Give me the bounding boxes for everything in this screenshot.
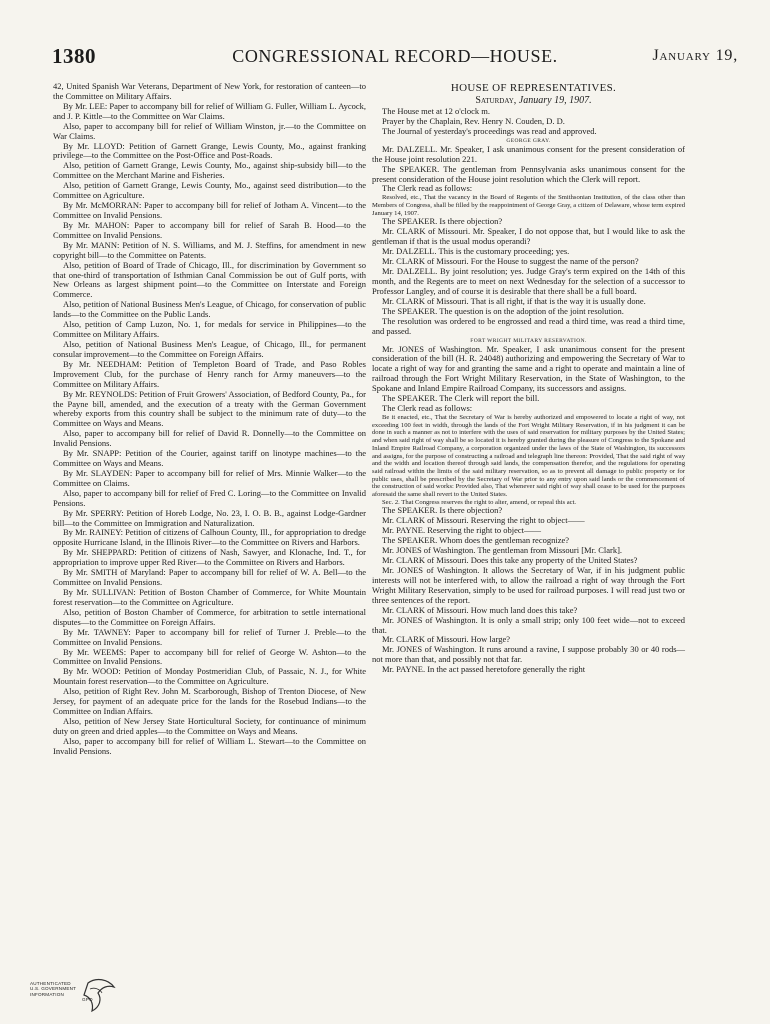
petition-entry: Also, paper to accompany bill for relief of Fred C. Loring—to the Committee on Invalid Pensions. <box>53 487 366 508</box>
petition-entry: Also, paper to accompany bill for relief of William Winston, jr.—to the Committee on War Claims. <box>53 120 366 141</box>
rb-paragraph: Mr. DALZELL. Mr. Speaker, I ask unanimous consent for the present consideration of the House joint resolution 221. <box>372 143 685 164</box>
petition-entry: By Mr. WEEMS: Paper to accompany bill for relief of George W. Ashton—to the Committee on Invalid Pensions. <box>53 646 366 667</box>
petition-entry: Also, paper to accompany bill for relief of David R. Donnelly—to the Committee on Invalid Pensions. <box>53 428 366 449</box>
petition-entry: By Mr. SHEPPARD: Petition of citizens of Nash, Sawyer, and Klonache, Ind. T., for appropriation to improve upper Red River—to the Committee on Rivers and Harbors. <box>53 547 366 568</box>
fort-wright-paragraphs-2 <box>372 506 685 675</box>
running-title: CONGRESSIONAL RECORD—HOUSE. <box>232 46 558 66</box>
petition-entry: Also, petition of National Business Men's League, of Chicago, Ill., for permanent consular improvement—to the Committee on Foreign Affairs. <box>53 338 366 359</box>
re-paragraph: Mr. CLARK of Missouri. Does this take any property of the United States? <box>382 555 638 566</box>
subhead-fort-wright: FORT WRIGHT MILITARY RESERVATION. <box>470 337 587 344</box>
rd-paragraph: Mr. JONES of Washington. Mr. Speaker, I ask unanimous consent for the present consideration of the bill (H. R. 24048) authorizing and empowering the Secretary of War to locate a right of way for and granting the same and a right to operate and maintain a line of railroad through the Fort Wright Military Reservation, in the State of Washington, to the Spokane and Inland Empire Railroad Company, its successors and assigns. <box>372 343 685 394</box>
petition-entry: Also, paper to accompany bill for relief of William L. Stewart—to the Committee on Invalid Pensions. <box>53 735 366 756</box>
gpo-seal-text <box>30 981 93 1003</box>
re-paragraph: Mr. PAYNE. Reserving the right to object—— <box>382 525 541 536</box>
rc-paragraph: Mr. CLARK of Missouri. For the House to suggest the name of the person? <box>382 256 639 267</box>
petition-entry: By Mr. RAINEY: Petition of citizens of Calhoun County, Ill., for appropriation to dredge opposite Hurricane Island, in the Illinois River—to the Committee on Rivers and Harbors. <box>53 527 366 548</box>
re-paragraph: The SPEAKER. Whom does the gentleman recognize? <box>382 535 570 546</box>
rd-paragraph: The SPEAKER. The Clerk will report the bill. <box>382 393 540 404</box>
house-heading: HOUSE OF REPRESENTATIVES. <box>450 82 617 94</box>
petition-entry: By Mr. LEE: Paper to accompany bill for relief of William G. Fuller, William L. Aycock, and J. P. Kittle—to the Committee on War Claims. <box>53 100 366 121</box>
re-paragraph: Mr. CLARK of Missouri. Reserving the right to object—— <box>382 515 585 526</box>
petition-entry: By Mr. SULLIVAN: Petition of Boston Chamber of Commerce, for White Mountain forest reservation—to the Committee on Agriculture. <box>53 587 366 607</box>
ra-paragraph: Prayer by the Chaplain, Rev. Henry N. Couden, D. D. <box>382 115 565 126</box>
petition-entry: Also, petition of Boston Chamber of Commerce, for arbitration to settle international disputes—to the Committee on Foreign Affairs. <box>53 606 366 627</box>
petition-entry: Also, petition of Garnett Grange, Lewis County, Mo., against ship-subsidy bill—to the Committee on the Merchant Marine and Fisheries. <box>53 160 366 181</box>
re-paragraph: Mr. CLARK of Missouri. How much land does this take? <box>382 604 578 615</box>
rd-paragraph: The Clerk read as follows: <box>382 403 473 414</box>
rc-paragraph: Mr. DALZELL. This is the customary proceeding; yes. <box>382 246 570 257</box>
right-column <box>372 82 685 675</box>
petition-entry: Also, petition of Garnett Grange, Lewis County, Mo., against seed distribution—to the Committee on Agriculture. <box>53 180 366 201</box>
gpo-authenticated-seal <box>30 975 120 1015</box>
rb-paragraph: The SPEAKER. The gentleman from Pennsylvania asks unanimous consent for the present consideration of the House joint resolution which the Clerk will report. <box>372 163 685 184</box>
re-paragraph: Mr. JONES of Washington. It is only a small strip; only 100 feet wide—not to exceed that. <box>372 614 685 635</box>
petition-entry: By Mr. LLOYD: Petition of Garnett Grange, Lewis County, Mo., against franking privilege—to the Committee on the Post-Office and Post-Roads. <box>53 140 366 161</box>
petition-entry: By Mr. MAHON: Paper to accompany bill for relief of Sarah B. Hood—to the Committee on Invalid Pensions. <box>53 219 366 240</box>
re-paragraph: Mr. JONES of Washington. It runs around a ravine, I suppose probably 30 or 40 rods—not more than that, and possibly not that far. <box>372 644 685 665</box>
petition-entry: Also, petition of New Jersey State Horticultural Society, for continuance of minimum duty on green and dried apples—to the Committee on Ways and Means. <box>53 716 366 736</box>
rc-paragraph: The SPEAKER. The question is on the adoption of the joint resolution. <box>382 305 624 316</box>
page-number: 1380 <box>52 44 96 68</box>
petition-entry: Also, petition of National Business Men's League, of Chicago, for conservation of public lands—to the Committee on the Public Lands. <box>53 299 366 320</box>
petition-entry: By Mr. McMORRAN: Paper to accompany bill for relief of Jotham A. Vincent—to the Committee on Invalid Pensions. <box>53 200 366 220</box>
ra-paragraph: The House met at 12 o'clock m. <box>382 106 490 116</box>
left-column <box>53 82 366 757</box>
rc-paragraph: Mr. DALZELL. By joint resolution; yes. Judge Gray's term expired on the 14th of this month, and the Regents are to meet on next Wednesday for the selection of a successor to Professor Langley, and of course it is desirable that there shall be a full board. <box>372 266 685 296</box>
rc-paragraph: The resolution was ordered to be engrossed and read a third time, was read a third time, and passed. <box>372 315 685 336</box>
seal-line-4: GPO <box>82 997 93 1003</box>
petition-entry: By Mr. WOOD: Petition of Monday Postmeridian Club, of Passaic, N. J., for White Mountain forest reservation—to the Committee on Agriculture. <box>53 666 366 687</box>
re-paragraph: Mr. CLARK of Missouri. How large? <box>382 634 511 645</box>
petition-entry: By Mr. SNAPP: Petition of the Courier, against tariff on linotype machines—to the Committee on Ways and Means. <box>53 448 366 469</box>
page-date: January 19, <box>652 47 738 64</box>
petition-entry: Also, petition of Board of Trade of Chicago, Ill., for discrimination by Government so that one-third of transportation of Isthmian Canal Commission be out of Gulf ports, with New Orleans as largest shipment point—to the Committee on Interstate and Foreign Commerce. <box>53 259 366 300</box>
session-date-text: January 19, 1907. <box>518 95 592 106</box>
petition-entry: By Mr. SLAYDEN: Paper to accompany bill for relief of Mrs. Minnie Walker—to the Committee on Claims. <box>53 467 366 488</box>
petition-entry: 42, United Spanish War Veterans, Department of New York, for restoration of canteen—to the Committee on Military Affairs. <box>53 81 366 101</box>
rbill-paragraph: Be it enacted, etc., That the Secretary of War is hereby authorized and empowered to locate a right of way, not exceeding 100 feet in width, through the lands of the Fort Wright Military Reservation, if in his judgment it can be done in such a manner as not to interfere with the uses of said reservation for military purposes by the United States; and when said right of way shall be so located it is hereby granted during the pleasure of Congress to the Spokane and Inland Empire Railroad Company, a corporation organized under the laws of the State of Washington, its successors and assigns, for the purpose of constructing a railroad and telegraph line thereon: Provided, That the said right of way and the width and location thereof through said lands, the compensation therefor, and the regulations for operating said railroad within the limits of the said military reservation, so as to prevent all damage to public property or for public uses, shall be prescribed by the Secretary of War prior to any entry upon said lands or the commencement of the construction of said works: Provided also, That whenever said right of way shall cease to be used for the purposes aforesaid the same shall revert to the United States. <box>372 414 685 499</box>
rb-paragraph: The Clerk read as follows: <box>382 183 473 194</box>
session-day: Saturday, <box>475 95 517 106</box>
gray-paragraphs-2 <box>372 217 685 336</box>
rc-paragraph: The SPEAKER. Is there objection? <box>382 216 503 227</box>
page-header <box>52 44 738 70</box>
re-paragraph: The SPEAKER. Is there objection? <box>382 505 503 516</box>
petition-entry: By Mr. REYNOLDS: Petition of Fruit Growers' Association, of Bedford County, Pa., for the Payne bill, amended, and the execution of a treaty with the German Government whereby exports from this country shall be subject to the minimum rate of duty—to the Committee on Ways and Means. <box>53 388 366 429</box>
rc-paragraph: Mr. CLARK of Missouri. Mr. Speaker, I do not oppose that, but I would like to ask the gentleman if that is the usual modus operandi? <box>372 226 685 247</box>
seal-line-2: U.S. GOVERNMENT <box>30 986 77 992</box>
petition-entry: By Mr. SMITH of Maryland: Paper to accompany bill for relief of W. A. Bell—to the Committee on Invalid Pensions. <box>53 567 366 588</box>
petition-entry: By Mr. SPERRY: Petition of Horeb Lodge, No. 23, I. O. B. B., against Lodge-Gardner bill—to the Committee on Immigration and Naturalization. <box>53 507 366 528</box>
petition-entry: By Mr. NEEDHAM: Petition of Templeton Board of Trade, and Paso Robles Improvement Club, for the purchase of Henry ranch for Army maneuvers—to the Committee on Military Affairs. <box>53 358 366 389</box>
resolution-text: Resolved, etc., That the vacancy in the Board of Regents of the Smithsonian Institution, of the class other than Members of Congress, shall be filled by the reappointment of George Gray, a citizen of Delaware, whose term expired January 14, 1907. <box>372 194 685 217</box>
subhead-george-gray: GEORGE GRAY. <box>506 137 551 144</box>
seal-line-1: AUTHENTICATED <box>30 981 71 986</box>
opening-paragraphs <box>372 107 685 137</box>
re-paragraph: Mr. JONES of Washington. It allows the Secretary of War, if in his judgment public interests will not be interfered with, to allow the railroad a right of way through the Fort Wright Military Reservation, simply to be used for railroad purposes. I will read just two or three sentences of the report. <box>372 564 685 605</box>
ra-paragraph: The Journal of yesterday's proceedings was read and approved. <box>382 125 597 136</box>
petition-entry: Also, petition of Camp Luzon, No. 1, for medals for service in Philippines—to the Committee on Military Affairs. <box>53 319 366 340</box>
fort-wright-paragraphs-1 <box>372 345 685 414</box>
petition-entry: Also, petition of Right Rev. John M. Scarborough, Bishop of Trenton Diocese, of New Jersey, for payment of an adequate price for the lands for the Rosebud Indians—to the Committee on Indian Affairs. <box>53 686 366 717</box>
rc-paragraph: Mr. CLARK of Missouri. That is all right, if that is the way it is usually done. <box>382 295 646 306</box>
rbill-paragraph: Sec. 2. That Congress reserves the right to alter, amend, or repeal this act. <box>382 498 577 506</box>
petition-entry: By Mr. MANN: Petition of N. S. Williams, and M. J. Steffins, for amendment in new copyright bill—to the Committee on Patents. <box>53 239 366 260</box>
petition-entry: By Mr. TAWNEY: Paper to accompany bill for relief of Turner J. Preble—to the Committee on Invalid Pensions. <box>53 626 366 647</box>
gray-paragraphs-1 <box>372 145 685 195</box>
bill-text <box>372 414 685 506</box>
re-paragraph: Mr. JONES of Washington. The gentleman from Missouri [Mr. Clark]. <box>382 545 623 556</box>
re-paragraph: Mr. PAYNE. In the act passed heretofore generally the right <box>382 664 586 675</box>
seal-line-3: INFORMATION <box>30 991 65 997</box>
